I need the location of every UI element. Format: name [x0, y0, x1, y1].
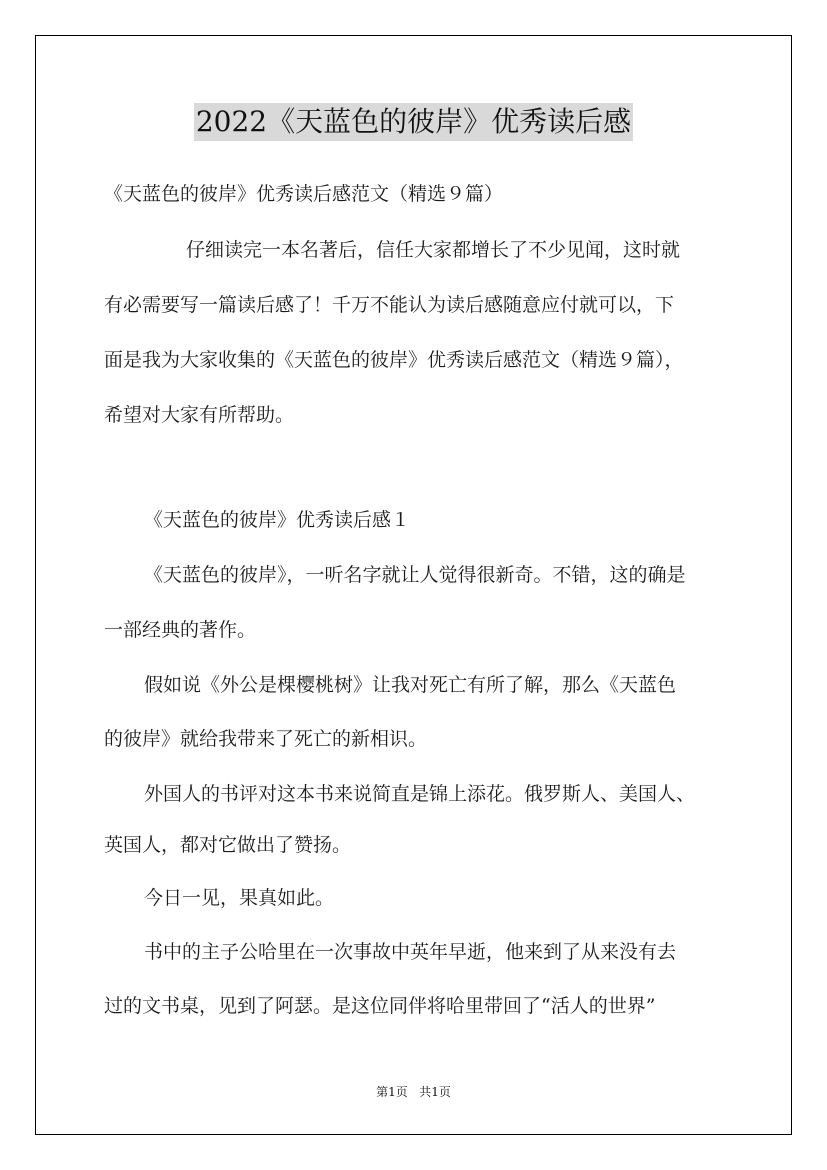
intro-line-1: 仔细读完一本名著后，信任大家都增长了不少见闻，这时就	[186, 239, 681, 261]
page-footer	[0, 1084, 827, 1100]
intro-line-3: 面是我为大家收集的《天蓝色的彼岸》优秀读后感范文（精选９篇），	[104, 349, 684, 371]
document-title: 2022《天蓝色的彼岸》优秀读后感	[194, 103, 633, 141]
section-heading: 《天蓝色的彼岸》优秀读后感１	[144, 509, 411, 531]
intro-line-2: 有必需要写一篇读后感了！千万不能认为读后感随意应付就可以，下	[104, 294, 675, 316]
body-line-3: 假如说《外公是棵樱桃树》让我对死亡有所了解，那么《天蓝色	[144, 674, 677, 696]
body-line-8: 书中的主子公哈里在一次事故中英年早逝，他来到了从来没有去	[144, 941, 677, 963]
total-pages: 共1页	[419, 1085, 451, 1099]
body-line-9: 过的文书桌，见到了阿瑟。是这位同伴将哈里带回了“活人的世界”	[104, 995, 656, 1017]
page-number: 第1页	[376, 1085, 408, 1099]
body-line-1: 《天蓝色的彼岸》，一听名字就让人觉得很新奇。不错，这的确是	[144, 564, 686, 586]
body-line-7: 今日一见，果真如此。	[144, 887, 335, 909]
body-line-5: 外国人的书评对这本书来说简直是锦上添花。俄罗斯人、美国人、	[144, 783, 696, 805]
body-line-4: 的彼岸》就给我带来了死亡的新相识。	[104, 728, 428, 750]
title-container	[0, 103, 827, 141]
intro-line-4: 希望对大家有所帮助。	[104, 404, 295, 426]
body-line-6: 英国人，都对它做出了赞扬。	[104, 834, 352, 856]
body-line-2: 一部经典的著作。	[104, 619, 257, 641]
document-subtitle: 《天蓝色的彼岸》优秀读后感范文（精选９篇）	[104, 183, 504, 205]
